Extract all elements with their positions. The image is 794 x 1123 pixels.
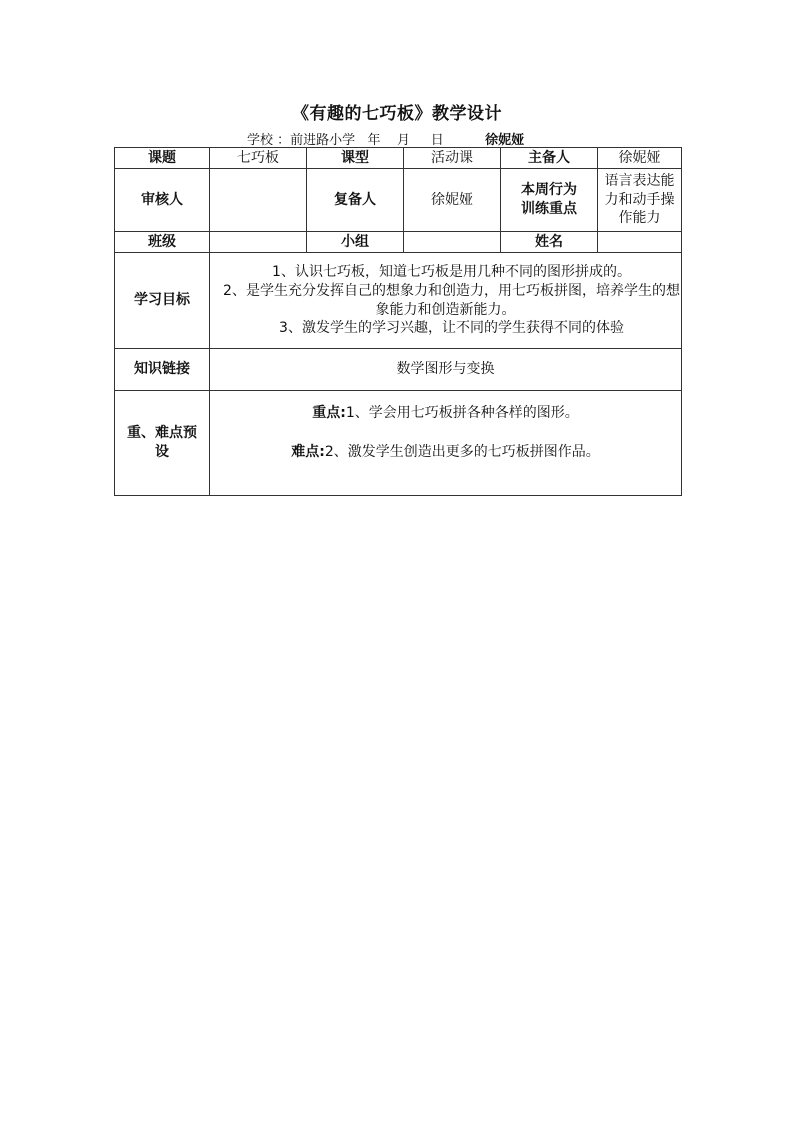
lesson-type-value: 活动课 [404,148,501,169]
table-row [115,391,682,496]
co-preparer-value: 徐妮娅 [404,169,501,232]
group-label: 小组 [307,232,404,253]
difficult-point-label: 难点: [291,444,325,460]
class-value [210,232,307,253]
weekly-focus-label [501,169,598,232]
key-points-label-line: 重、难点预 [127,425,197,442]
goal-item: 1、认识七巧板，知道七巧板是用几种不同的图形拼成的。 [272,263,631,280]
table-row [115,169,682,232]
page-title: 《有趣的七巧板》教学设计 [292,104,502,124]
name-label: 姓名 [501,232,598,253]
knowledge-link-value: 数学图形与变换 [210,349,682,391]
main-preparer-value: 徐妮娅 [598,148,682,169]
key-points-label-line: 设 [155,444,169,460]
weekly-focus-value-line: 语言表达能 [604,172,675,189]
knowledge-link-label: 知识链接 [115,349,210,391]
topic-value: 七巧板 [210,148,307,169]
goal-item: 3、激发学生的学习兴趣，让不同的学生获得不同的体验 [279,320,624,337]
table-row [115,148,682,169]
weekly-focus-value [598,169,682,232]
table-row [115,232,682,253]
key-point-text: 1、学会用七巧板拼各种各样的图形。 [345,405,579,422]
reviewer-label: 审核人 [115,169,210,232]
weekly-focus-label-line: 训练重点 [521,201,577,217]
table-row [115,349,682,391]
co-preparer-label: 复备人 [307,169,404,232]
weekly-focus-value-line: 作能力 [618,210,661,227]
main-preparer-label: 主备人 [501,148,598,169]
goal-item: 2、是学生充分发挥自己的想象力和创造力，用七巧板拼图，培养学生的想象能力和创造新能力。 [223,282,680,318]
lesson-plan-table [114,147,682,496]
learning-goals-content [210,253,682,349]
difficult-point-text: 2、激发学生创造出更多的七巧板拼图作品。 [324,444,600,460]
key-points-content [210,391,682,496]
reviewer-value [210,169,307,232]
name-value [598,232,682,253]
teacher-name: 徐妮娅 [485,133,525,148]
learning-goals-label: 学习目标 [115,253,210,349]
difficult-point [210,443,681,462]
weekly-focus-value-line: 力和动手操 [604,191,675,208]
group-value [404,232,501,253]
school-line: 学校 ：前进路小学 年 月 日 [247,133,444,148]
school-date-line [247,129,524,148]
key-point-label: 重点: [312,405,346,422]
class-label: 班级 [115,232,210,253]
key-point [210,404,681,423]
lesson-type-label: 课型 [307,148,404,169]
topic-label: 课题 [115,148,210,169]
key-points-label [115,391,210,496]
table-row [115,253,682,349]
weekly-focus-label-line: 本周行为 [521,182,577,199]
